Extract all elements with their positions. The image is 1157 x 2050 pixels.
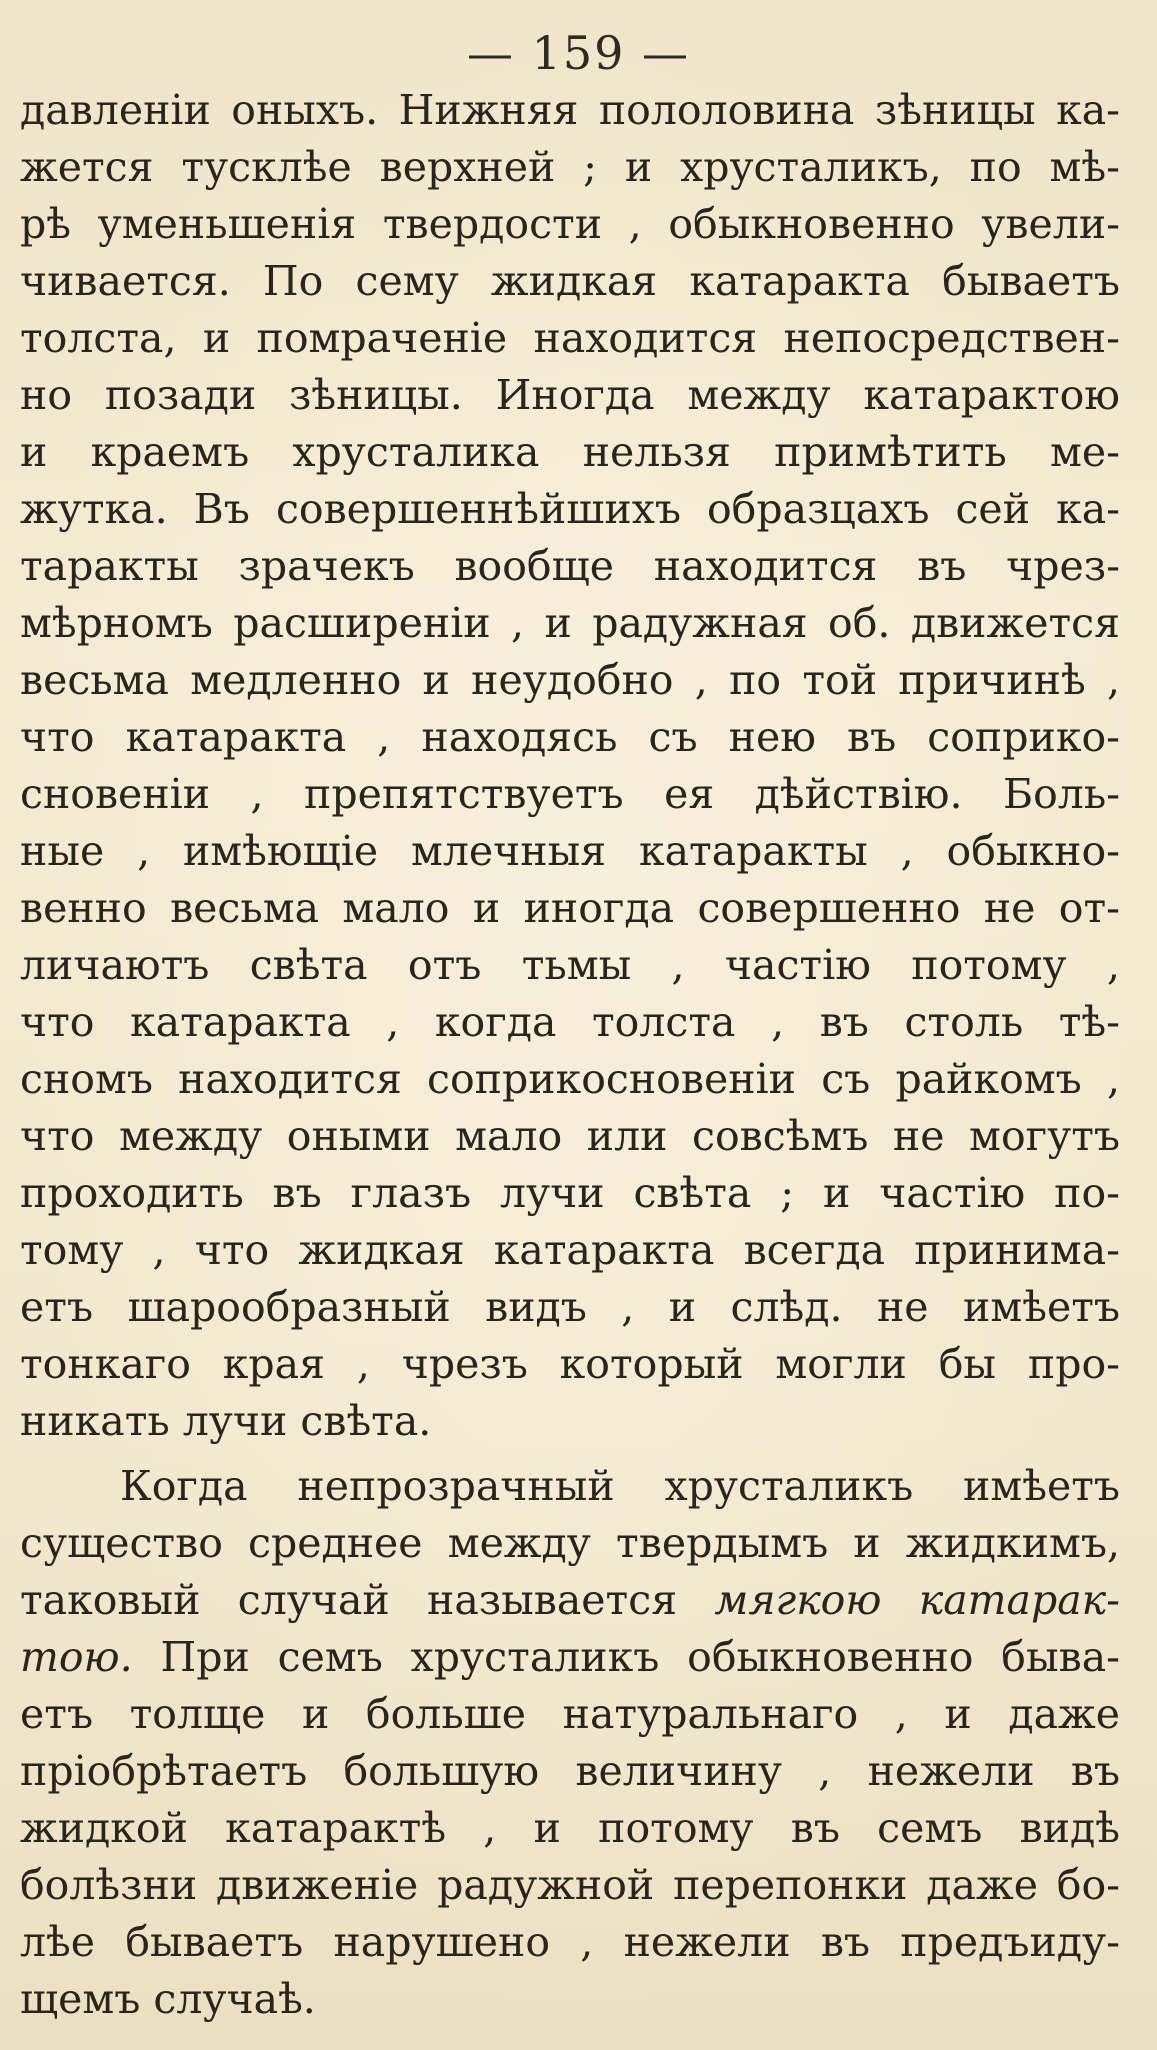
text-line: таракты зрачекъ вообще находится въ чрез- xyxy=(20,542,1120,590)
text-line: тому , что жидкая катаракта всегда принима- xyxy=(20,1226,1120,1274)
text-line: и краемъ хрусталика нельзя примѣтить ме- xyxy=(20,428,1120,476)
body-text xyxy=(20,82,1120,2028)
text-line: етъ шарообразный видъ , и слѣд. не имѣетъ xyxy=(20,1283,1120,1331)
text-line: жидкой катарактѣ , и потому въ семъ видѣ xyxy=(20,1804,1120,1852)
italic-term: мягкою катарак- xyxy=(714,1576,1120,1624)
paragraph-1 xyxy=(20,82,1120,1450)
page-number: — 159 — xyxy=(466,26,691,80)
text-line: жутка. Въ совершеннѣйшихъ образцахъ сей ка- xyxy=(20,485,1120,533)
paragraph-2 xyxy=(20,1458,1120,2028)
text-line: весьма медленно и неудобно , по той причинѣ , xyxy=(20,656,1120,704)
text-line xyxy=(20,1572,1120,1629)
text-line: жется тусклѣе верхней ; и хрусталикъ, по мѣ- xyxy=(20,143,1120,191)
text-line: что катаракта , находясь съ нею въ соприко- xyxy=(20,713,1120,761)
text-line: но позади зѣницы. Иногда между катарактою xyxy=(20,371,1120,419)
text-line: чивается. По сему жидкая катаракта бываетъ xyxy=(20,257,1120,305)
text-line: давленіи оныхъ. Нижняя пололовина зѣницы ка- xyxy=(20,86,1120,134)
text-line: етъ толще и больше натуральнаго , и даже xyxy=(20,1690,1120,1738)
text-line: щемъ случаѣ. xyxy=(20,1975,316,2023)
text-line xyxy=(20,1629,1120,1686)
text-line: толста, и помраченіе находится непосредствен- xyxy=(20,314,1120,362)
italic-term: тою. xyxy=(20,1633,133,1681)
text-line: ные , имѣющіе млечныя катаракты , обыкно- xyxy=(20,827,1120,875)
paragraph-gap xyxy=(20,1450,1120,1458)
text-line: мѣрномъ расширеніи , и радужная об. движется xyxy=(20,599,1120,647)
text-line: проходить въ глазъ лучи свѣта ; и частію по- xyxy=(20,1169,1120,1217)
text-line: тонкаго края , чрезъ который могли бы про- xyxy=(20,1340,1120,1388)
text-line: пріобрѣтаетъ большую величину , нежели въ xyxy=(20,1747,1120,1795)
text-line: никать лучи свѣта. xyxy=(20,1397,432,1445)
text-line: сновеніи , препятствуетъ ея дѣйствію. Боль- xyxy=(20,770,1120,818)
text-line: существо среднее между твердымъ и жидкимъ, xyxy=(20,1519,1120,1567)
text-line: венно весьма мало и иногда совершенно не от- xyxy=(20,884,1120,932)
text-line: рѣ уменьшенія твердости , обыкновенно увели- xyxy=(20,200,1120,248)
text-run: таковый случай называется xyxy=(20,1576,715,1624)
text-line: что между оными мало или совсѣмъ не могутъ xyxy=(20,1112,1120,1160)
text-line: Когда непрозрачный хрусталикъ имѣетъ xyxy=(120,1462,1120,1510)
text-line: что катаракта , когда толста , въ столь тѣ- xyxy=(20,998,1120,1046)
text-line: лѣе бываетъ нарушено , нежели въ предъиду- xyxy=(20,1918,1120,1966)
text-line: сномъ находится соприкосновеніи съ райкомъ , xyxy=(20,1055,1120,1103)
text-run: При семъ хрусталикъ обыкновенно быва- xyxy=(132,1633,1120,1681)
text-line: личаютъ свѣта отъ тьмы , частію потому , xyxy=(20,941,1120,989)
text-line: болѣзни движеніе радужной перепонки даже бо- xyxy=(20,1861,1120,1909)
